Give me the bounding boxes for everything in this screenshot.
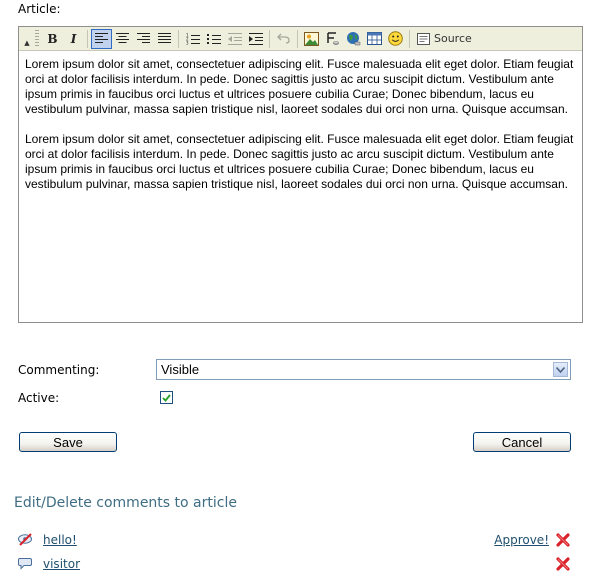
toolbar-separator [409, 30, 410, 48]
article-label: Article: [18, 2, 61, 16]
bulleted-list-icon[interactable] [203, 29, 224, 49]
comment-link[interactable]: visitor [43, 557, 81, 571]
comment-bubble-icon [18, 557, 34, 571]
align-right-icon[interactable] [133, 29, 154, 49]
comment-row [18, 532, 573, 550]
indent-icon[interactable] [245, 29, 266, 49]
image-icon[interactable] [301, 29, 322, 49]
align-left-icon[interactable] [91, 29, 112, 49]
save-button[interactable]: Save [19, 432, 117, 452]
editor-paragraph: Lorem ipsum dolor sit amet, consectetuer adipiscing elit. Fusce malesuada elit eget dolor. Etiam feugiat orci at dolor facilisis interdum. In pede. Donec sagittis justo ac arcu suscipit dictum. Vestibulum ante ipsum primis in faucibus orci luctus et ultrices posuere cubilia Curae; Donec bibendum, lacus eu vestibulum pulvinar, massa sapien tristique nisl, laoreet sodales dui orci non urna. Quisque accumsan. [25, 57, 574, 116]
commenting-select[interactable] [156, 359, 571, 380]
checkmark-icon [162, 394, 171, 402]
active-label: Active: [18, 391, 60, 405]
table-icon[interactable] [364, 29, 385, 49]
toolbar-separator [297, 30, 298, 48]
delete-icon[interactable] [556, 533, 570, 547]
numbered-list-icon[interactable] [182, 29, 203, 49]
smiley-icon[interactable] [385, 29, 406, 49]
svg-text:1: 1 [185, 32, 189, 37]
cancel-button[interactable]: Cancel [473, 432, 571, 452]
commenting-select-value: Visible [161, 362, 200, 377]
delete-icon[interactable] [556, 557, 570, 571]
collapse-toolbar-icon[interactable]: ▲ [24, 38, 30, 47]
globe-link-icon[interactable] [343, 29, 364, 49]
chevron-down-icon[interactable] [553, 362, 568, 377]
comment-row [18, 556, 573, 574]
source-button[interactable] [413, 29, 476, 49]
source-icon [417, 33, 430, 45]
svg-text:2: 2 [185, 36, 189, 41]
toolbar-separator [178, 30, 179, 48]
italic-icon[interactable]: I [70, 31, 77, 46]
hidden-comment-icon [18, 533, 34, 547]
editor-content[interactable] [19, 51, 582, 192]
comments-heading: Edit/Delete comments to article [14, 495, 237, 511]
commenting-label: Commenting: [18, 363, 100, 377]
editor-paragraph: Lorem ipsum dolor sit amet, consectetuer adipiscing elit. Fusce malesuada elit eget dolor. Etiam feugiat orci at dolor facilisis interdum. In pede. Donec sagittis justo ac arcu suscipit dictum. Vestibulum ante ipsum primis in faucibus orci luctus et ultrices posuere cubilia Curae; Donec bibendum, lacus eu vestibulum pulvinar, massa sapien tristique nisl, laoreet sodales dui orci non urna. Quisque accumsan. [25, 132, 574, 191]
special-icon[interactable] [322, 29, 343, 49]
source-label: Source [434, 32, 472, 45]
toolbar-grip [35, 30, 39, 48]
approve-link[interactable]: Approve! [494, 533, 549, 547]
editor-toolbar [19, 27, 582, 51]
comment-link[interactable]: hello! [43, 533, 77, 547]
bold-icon[interactable]: B [47, 31, 58, 46]
active-checkbox[interactable] [160, 391, 173, 404]
undo-icon[interactable] [273, 29, 294, 49]
toolbar-separator [87, 30, 88, 48]
align-center-icon[interactable] [112, 29, 133, 49]
toolbar-separator [269, 30, 270, 48]
svg-text:3: 3 [185, 40, 189, 45]
justify-icon[interactable] [154, 29, 175, 49]
outdent-icon[interactable] [224, 29, 245, 49]
rich-text-editor [18, 26, 583, 323]
